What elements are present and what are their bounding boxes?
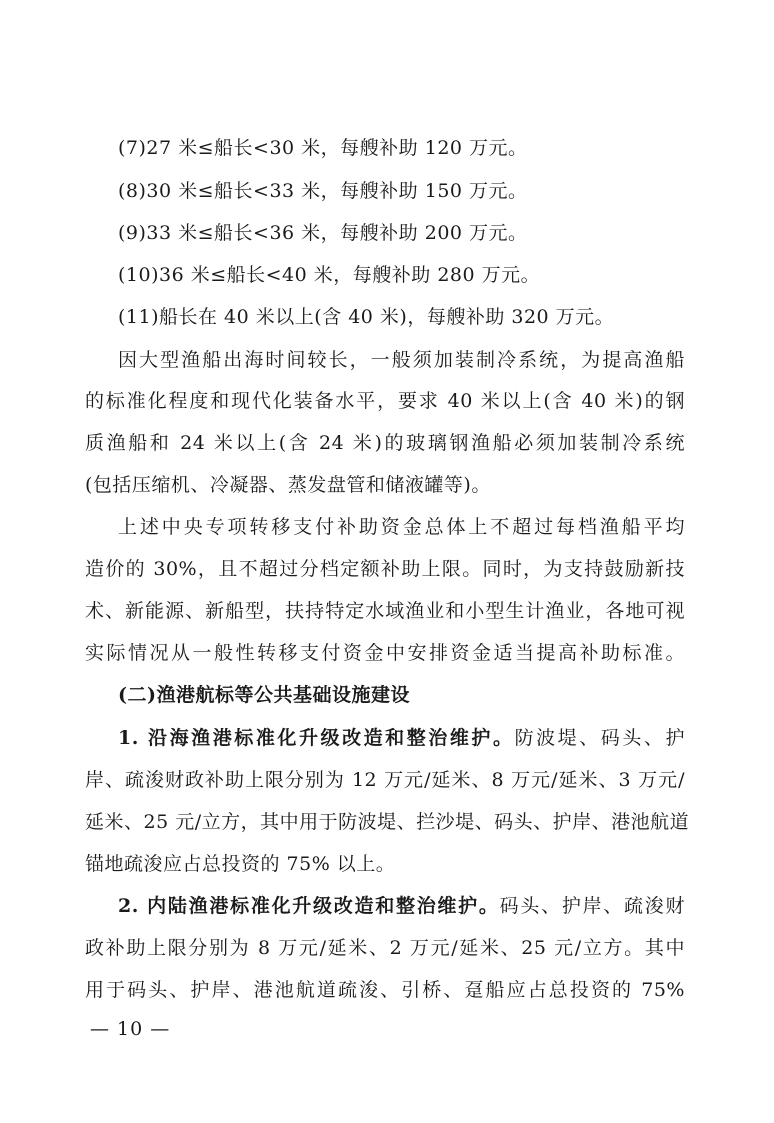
list-item: (10)36 米≤船长<40 米，每艘补助 280 万元。: [118, 264, 541, 286]
list-item: (8)30 米≤船长<33 米，每艘补助 150 万元。: [118, 180, 528, 202]
list-item: (9)33 米≤船长<36 米，每艘补助 200 万元。: [118, 222, 528, 244]
paragraph-text: 防波堤、码头、护: [514, 727, 685, 749]
paragraph-line: (包括压缩机、冷凝器、蒸发盘管和储液罐等)。: [85, 474, 491, 496]
paragraph-line: 上述中央专项转移支付补助资金总体上不超过每档渔船平均: [118, 516, 685, 538]
paragraph-line: 延米、25 元/立方，其中用于防波堤、拦沙堤、码头、护岸、港池航道: [85, 811, 690, 833]
paragraph-line: 质渔船和 24 米以上(含 24 米)的玻璃钢渔船必须加装制冷系统: [85, 432, 685, 454]
paragraph-line: 术、新能源、新船型，扶持特定水域渔业和小型生计渔业，各地可视: [85, 600, 685, 622]
list-item: (7)27 米≤船长<30 米，每艘补助 120 万元。: [118, 137, 528, 159]
paragraph-line: 政补助上限分别为 8 万元/延米、2 万元/延米、25 元/立方。其中: [85, 937, 685, 959]
paragraph-line: [118, 894, 685, 918]
paragraph-line: 因大型渔船出海时间较长，一般须加装制冷系统，为提高渔船: [118, 349, 685, 371]
paragraph-lead: 2. 内陆渔港标准化升级改造和整治维护。: [118, 895, 500, 917]
paragraph-text: 码头、护岸、疏浚财: [499, 895, 685, 917]
list-item: (11)船长在 40 米以上(含 40 米)，每艘补助 320 万元。: [118, 306, 615, 328]
paragraph-line: 锚地疏浚应占总投资的 75% 以上。: [85, 853, 396, 875]
paragraph-line: 用于码头、护岸、港池航道疏浚、引桥、趸船应占总投资的 75%: [85, 979, 685, 1001]
paragraph-line: [118, 726, 685, 750]
section-heading: (二)渔港航标等公共基础设施建设: [118, 684, 410, 706]
paragraph-line: 造价的 30%，且不超过分档定额补助上限。同时，为支持鼓励新技: [85, 558, 685, 580]
paragraph-line: 实际情况从一般性转移支付资金中安排资金适当提高补助标准。: [85, 642, 685, 664]
paragraph-line: 的标准化程度和现代化装备水平，要求 40 米以上(含 40 米)的钢: [85, 390, 685, 412]
paragraph-lead: 1. 沿海渔港标准化升级改造和整治维护。: [118, 727, 515, 749]
paragraph-line: 岸、疏浚财政补助上限分别为 12 万元/延米、8 万元/延米、3 万元/: [85, 769, 685, 791]
page-number: — 10 —: [90, 1018, 171, 1040]
